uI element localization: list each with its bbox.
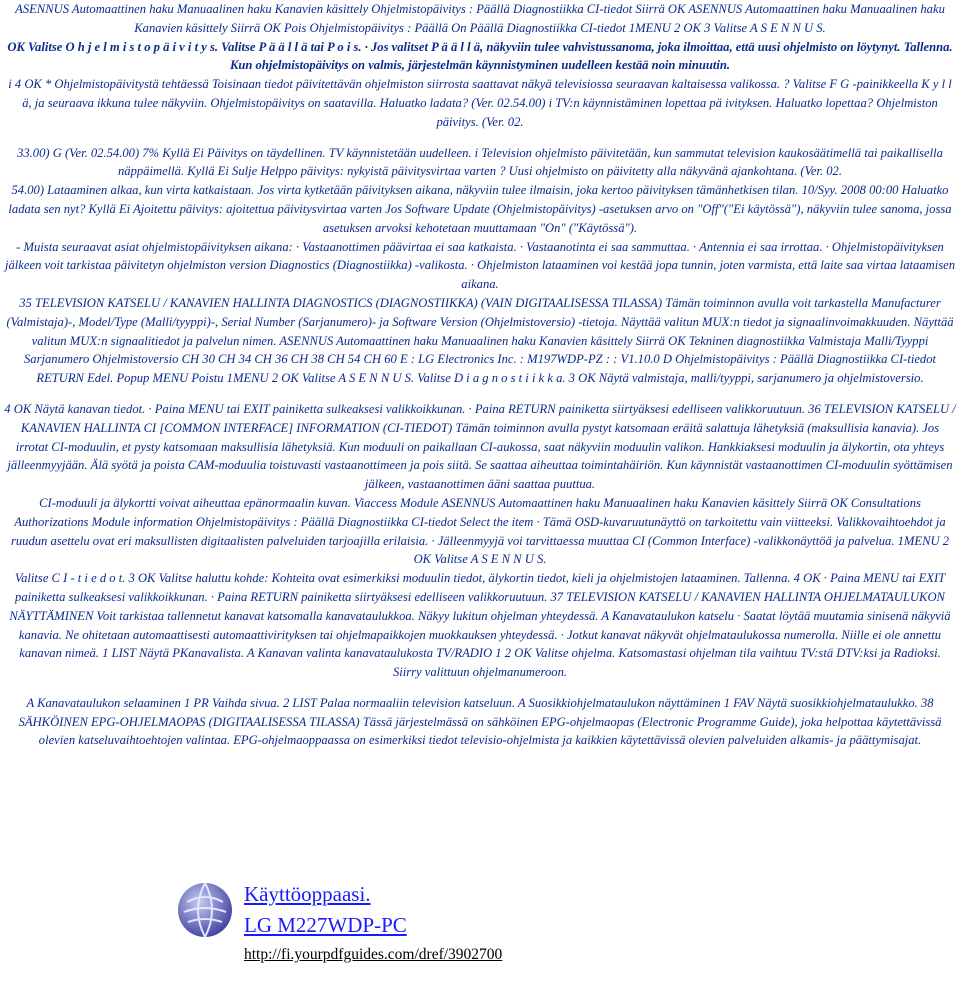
- footer-model-link[interactable]: LG M227WDP-PC: [244, 913, 407, 937]
- footer-title-link[interactable]: Käyttöoppaasi.: [244, 882, 371, 906]
- document-paragraph: 54.00) Lataaminen alkaa, kun virta katkaistaan. Jos virta kytketään päivityksen aikana, näkyviin tulee ilmaisin, joka kertoo päivityksen tämänhetkisen tilan. 10/Syy. 2008 00:00 Haluatko ladata sen nyt? Kyllä Ei Ajoitettu päivitys: ajoitettua päivitysvirtaa varten Jos Software Update (Ohjelmistopäivitys) -asetuksen arvo on "Off"("Ei käytössä"), näkyviin tulee sanoma, jossa asetuksen arvoksi kehotetaan muuttamaan "On" ("Käytössä").: [8, 183, 952, 235]
- document-paragraph: ASENNUS Automaattinen haku Manuaalinen haku Kanavien käsittely Ohjelmistopäivitys : Päällä Diagnostiikka CI-tiedot Siirrä OK ASENNUS Automaattinen haku Manuaalinen haku Kanavien käsittely Siirrä OK Pois Ohjelmistopäivitys : Päällä On Päällä Diagnostiikka CI-tiedot 1MENU 2 OK 3 Valitse A S E N N U S.: [15, 2, 945, 35]
- document-paragraph: 4 OK Näytä kanavan tiedot. · Paina MENU tai EXIT painiketta sulkeaksesi valikkoikkunan. · Paina RETURN painiketta siirtyäksesi edelliseen valikkoruutuun. 36 TELEVISION KATSELU / KANAVIEN HALLINTA CI [COMMON INTERFACE] INFORMATION (CI-TIEDOT) Tämän toiminnon avulla pystyt katsomaan eräitä salattuja lähetyksiä (maksullisia kanavia). Jos irrotat CI-moduulin, et pysty katsomaan maksullisia lähetyksiä. Kun moduuli on paikallaan CI-aukossa, saat näkyviin moduulin valikon. Hankkiaksesi moduulin ja älykortin, ota yhteys jälleenmyyjään. Älä syötä ja poista CAM-moduulia toistuvasti vastaanottimeen ja pois siitä. Se saattaa aiheuttaa toimintahäiriön. Kun käynnistät vastaanottimen CI-moduulin syöttämisen jälkeen, vastaanottimen ääni saattaa puuttua.: [4, 401, 956, 492]
- document-paragraph: - Muista seuraavat asiat ohjelmistopäivityksen aikana: · Vastaanottimen päävirtaa ei saa katkaista. · Vastaanotinta ei saa sammuttaa. · Antennia ei saa irrottaa. · Ohjelmistopäivityksen jälkeen voit tarkistaa päivitetyn ohjelmiston version Diagnostics (Diagnostiikka) -valikosta. · Ohjelmiston lataaminen voi kestää jopa tunnin, joten varmista, että laite saa virtaa lataamisen aikana.: [5, 239, 955, 292]
- paragraph-gap: [0, 132, 960, 144]
- paragraph-gap: [0, 682, 960, 694]
- document-paragraph: OK Valitse O h j e l m i s t o p ä i v i t y s. Valitse P ä ä l l ä tai P o i s. · Jos valitset P ä ä l l ä, näkyviin tulee vahvistussanoma, joka ilmoittaa, että uusi ohjelmisto on löytynyt. Tallenna. Kun ohjelmistopäivitys on valmis, järjestelmän käynnistyminen uudelleen kestää noin minuutin.: [7, 39, 953, 73]
- document-paragraph: Valitse C I - t i e d o t. 3 OK Valitse haluttu kohde: Kohteita ovat esimerkiksi moduulin tiedot, älykortin tiedot, kieli ja ohjelmistojen lataaminen. Tallenna. 4 OK · Paina MENU tai EXIT painiketta sulkeaksesi valikkoikkunan. · Paina RETURN painiketta siirtyäksesi edelliseen valikkoruutuun. 37 TELEVISION KATSELU / KANAVIEN HALLINTA OHJELMATAULUKON NÄYTTÄMINEN Voit tarkistaa tallennetut kanavat katsomalla kanavataulukkoa. Näkyy lukitun ohjelman yhteydessä. A Kanavataulukon katselu · Saatat löytää muutamia sinisenä näkyviä kanavia. Ne ohitetaan automaattisesti automaattivirityksen tai ohjelmapaikkojen muokkauksen yhteydessä. · Jotkut kanavat näkyvät ohjelmataulukossa numerolla. Niille ei ole annettu kanavan nimeä. 1 LIST Näytä PKanavalista. A Kanavan valinta kanavataulukosta TV/RADIO 1 2 OK Valitse ohjelma. Katsomastasi ohjelman tila vaihtuu TV:stä DTV:ksi ja Radioksi. Siirry valittuun ohjelmanumeroon.: [9, 571, 951, 680]
- document-paragraph: A Kanavataulukon selaaminen 1 PR Vaihda sivua. 2 LIST Palaa normaaliin television katseluun. A Suosikkiohjelmataulukon näyttäminen 1 FAV Näytä suosikkiohjelmataulukko. 38 SÄHKÖINEN EPG-OHJELMAOPAS (DIGITAALISESSA TILASSA) Tässä järjestelmässä on sähköinen EPG-ohjelmaopas (Electronic Programme Guide), joka helpottaa käytettävissä olevien katseluvaihtoehtojen valintaa. EPG-ohjelmaoppaassa on esimerkiksi tiedot televisio-ohjelmista ja kaikkien käytettävissä olevien palveluiden alkamis- ja päättymisajat.: [18, 695, 942, 748]
- footer-links: [244, 880, 502, 966]
- document-paragraph: 35 TELEVISION KATSELU / KANAVIEN HALLINTA DIAGNOSTICS (DIAGNOSTIIKKA) (VAIN DIGITAALISESSA TILASSA) Tämän toiminnon avulla voit tarkastella Manufacturer (Valmistaja)-, Model/Type (Malli/tyyppi)-, Serial Number (Sarjanumero)- ja Software Version (Ohjelmistoversio) -tietoja. Näyttää valitun MUX:n tiedot ja signaalinvoimakkuuden. Näyttää valitun MUX:n signaalitiedot ja palvelun nimen. ASENNUS Automaattinen haku Manuaalinen haku Kanavien käsittely Siirrä OK Tekninen diagnostiikka Valmistaja Malli/Tyyppi Sarjanumero Ohjelmistoversio CH 30 CH 34 CH 36 CH 38 CH 54 CH 60 E : LG Electronics Inc. : M197WDP-PZ : : V1.10.0 D Ohjelmistopäivitys : Päällä Diagnostiikka CI-tiedot RETURN Edel. Popup MENU Poistu 1MENU 2 OK Valitse A S E N N U S. Valitse D i a g n o s t i i k k a. 3 OK Näytä valmistaja, malli/tyyppi, sarjanumero ja ohjelmistoversio.: [6, 295, 954, 386]
- paragraph-gap: [0, 388, 960, 400]
- document-paragraph: i 4 OK * Ohjelmistopäivitystä tehtäessä Toisinaan tiedot päivitettävän ohjelmiston siirrosta saattavat näkyä televisiossa seuraavan kaltaisessa valikossa. ? Valitse F G -painikkeella K y l l ä, ja seuraava ikkuna tulee näkyviin. Ohjelmistopäivitys on saatavilla. Haluatko ladata? (Ver. 02.54.00) i TV:n käynnistäminen lopettaa pä ivityksen. Haluatko lopettaa? Ohjelmiston päivitys. (Ver. 02.: [8, 77, 952, 129]
- document-paragraph: 33.00) G (Ver. 02.54.00) 7% Kyllä Ei Päivitys on täydellinen. TV käynnistetään uudelleen. i Television ohjelmisto päivitetään, kun sammutat television kaukosäätimellä tai paikallisella näppäimellä. Kyllä Ei Sulje Helppo päivitys: nykyistä päivitysvirtaa varten ? Uusi ohjelmisto on päivitetty alla näkyvänä ajankohtana. (Ver. 02.: [17, 145, 943, 179]
- globe-logo-icon: [175, 880, 235, 940]
- document-paragraph: CI-moduuli ja älykortti voivat aiheuttaa epänormaalin kuvan. Viaccess Module ASENNUS Automaattinen haku Manuaalinen haku Kanavien käsittely Siirrä OK Consultations Authorizations Module information Ohjelmistopäivitys : Päällä Diagnostiikka CI-tiedot Select the item · Tämä OSD-kuvaruutunäyttö on tarkoitettu vain viitteeksi. Valikkovaihtoehdot ja ruudun asettelu ovat eri maksullisten digitaalisten palveluiden tarjoajilla erilaisia. · Jälleenmyyjä voi tarvittaessa muuttaa CI (Common Interface) -valikkonäyttöä ja palvelua. 1MENU 2 OK Valitse A S E N N U S.: [10, 495, 950, 567]
- footer-url-link[interactable]: http://fi.yourpdfguides.com/dref/3902700: [244, 946, 503, 963]
